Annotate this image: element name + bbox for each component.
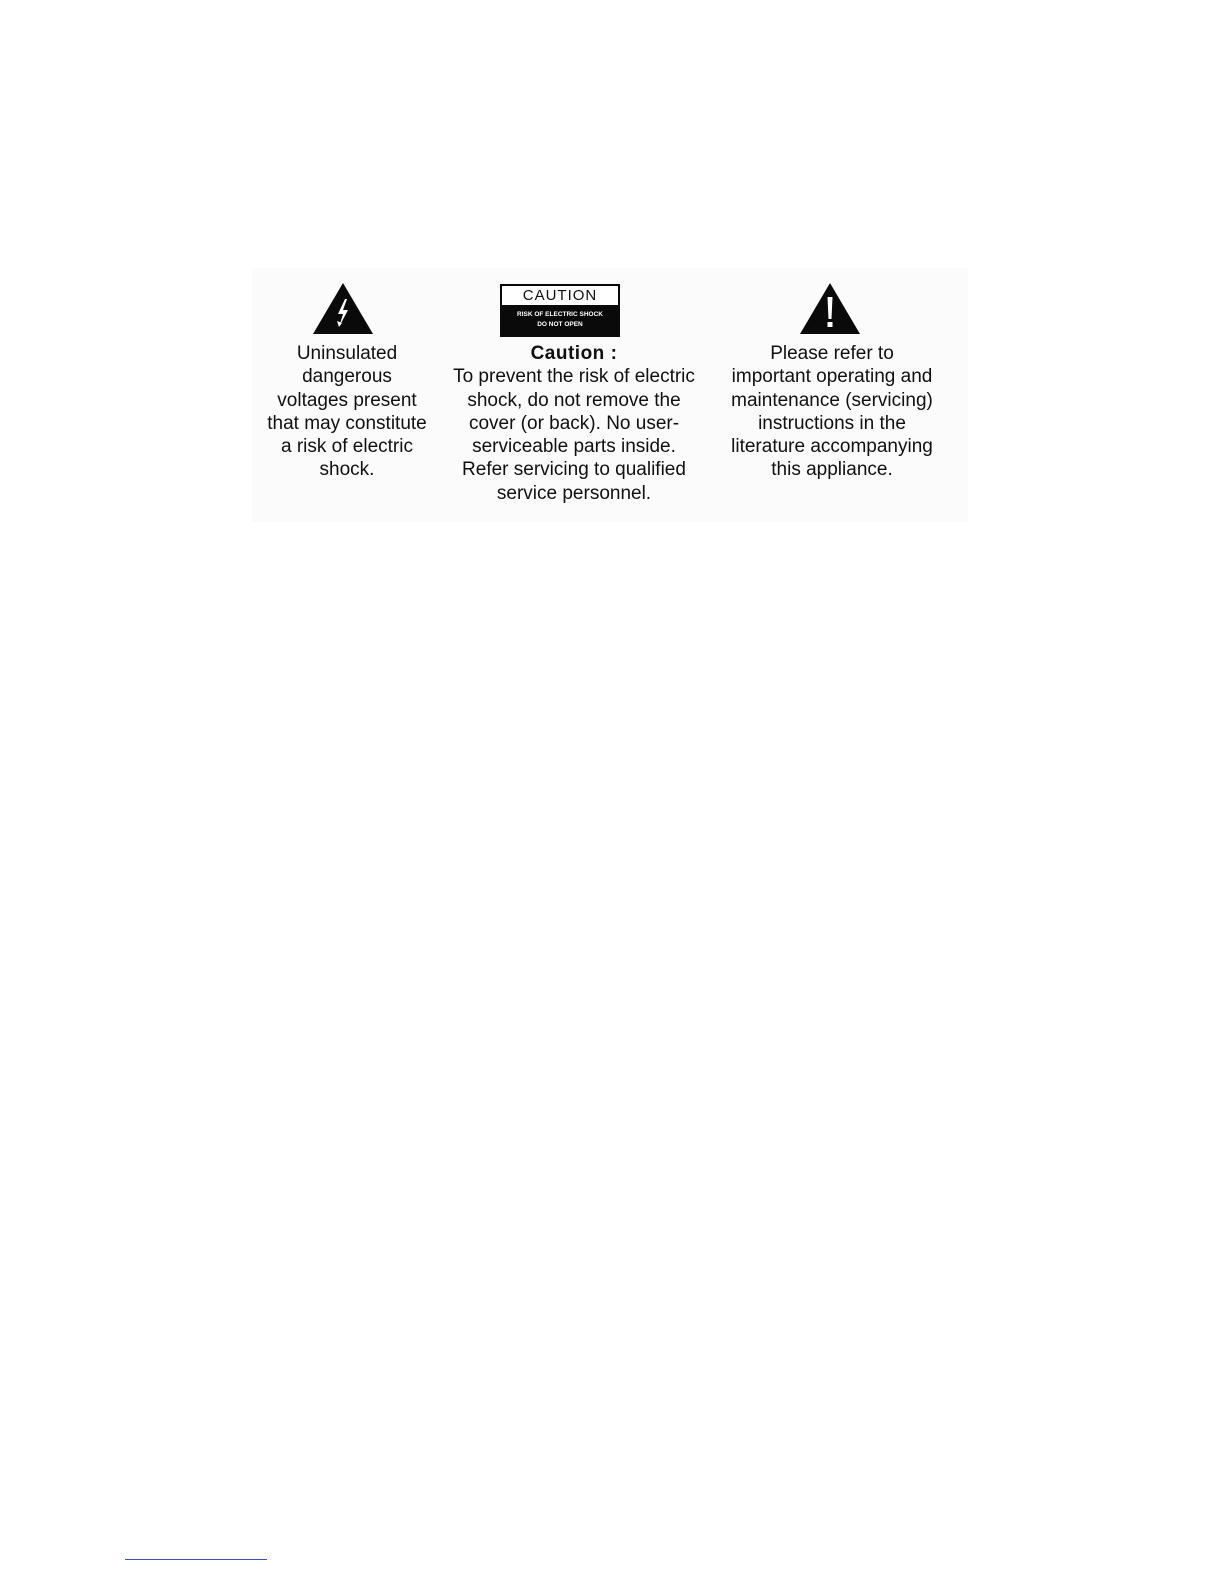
description-line: Refer servicing to qualified [462,459,686,481]
description-line: important operating and [731,366,933,388]
footnote-rule [125,1559,267,1560]
exclamation-warning-icon [799,282,861,335]
caution-label-line1: RISK OF ELECTRIC SHOCK [517,311,603,318]
description-line: Please refer to [770,343,894,364]
description-line: this appliance. [771,459,893,481]
description-line: maintenance (servicing) [731,389,933,411]
description-line: a risk of electric [281,436,413,458]
description-line: To prevent the risk of electric [453,366,695,388]
description-line: literature accompanying [731,436,933,458]
lightning-warning-icon [312,282,374,335]
description-line: serviceable parts inside. [472,436,676,458]
description-line: that may constitute [267,412,427,434]
description-line: shock, do not remove the [467,389,681,411]
description-line: Uninsulated [296,343,398,364]
caution-label-line2: DO NOT OPEN [537,321,583,328]
description-line: voltages present [277,389,417,411]
caution-label-icon [500,284,620,337]
lightning-description [258,342,436,482]
caution-description [443,342,705,505]
description-line: service personnel. [496,482,652,504]
description-line: cover (or back). No user- [468,412,680,434]
caution-label-title: CAUTION [502,286,618,305]
description-line: instructions in the [758,412,906,434]
description-line: shock. [319,459,375,481]
exclamation-description [716,342,948,482]
caution-heading: Caution : [530,343,618,364]
description-line: dangerous [302,366,392,388]
